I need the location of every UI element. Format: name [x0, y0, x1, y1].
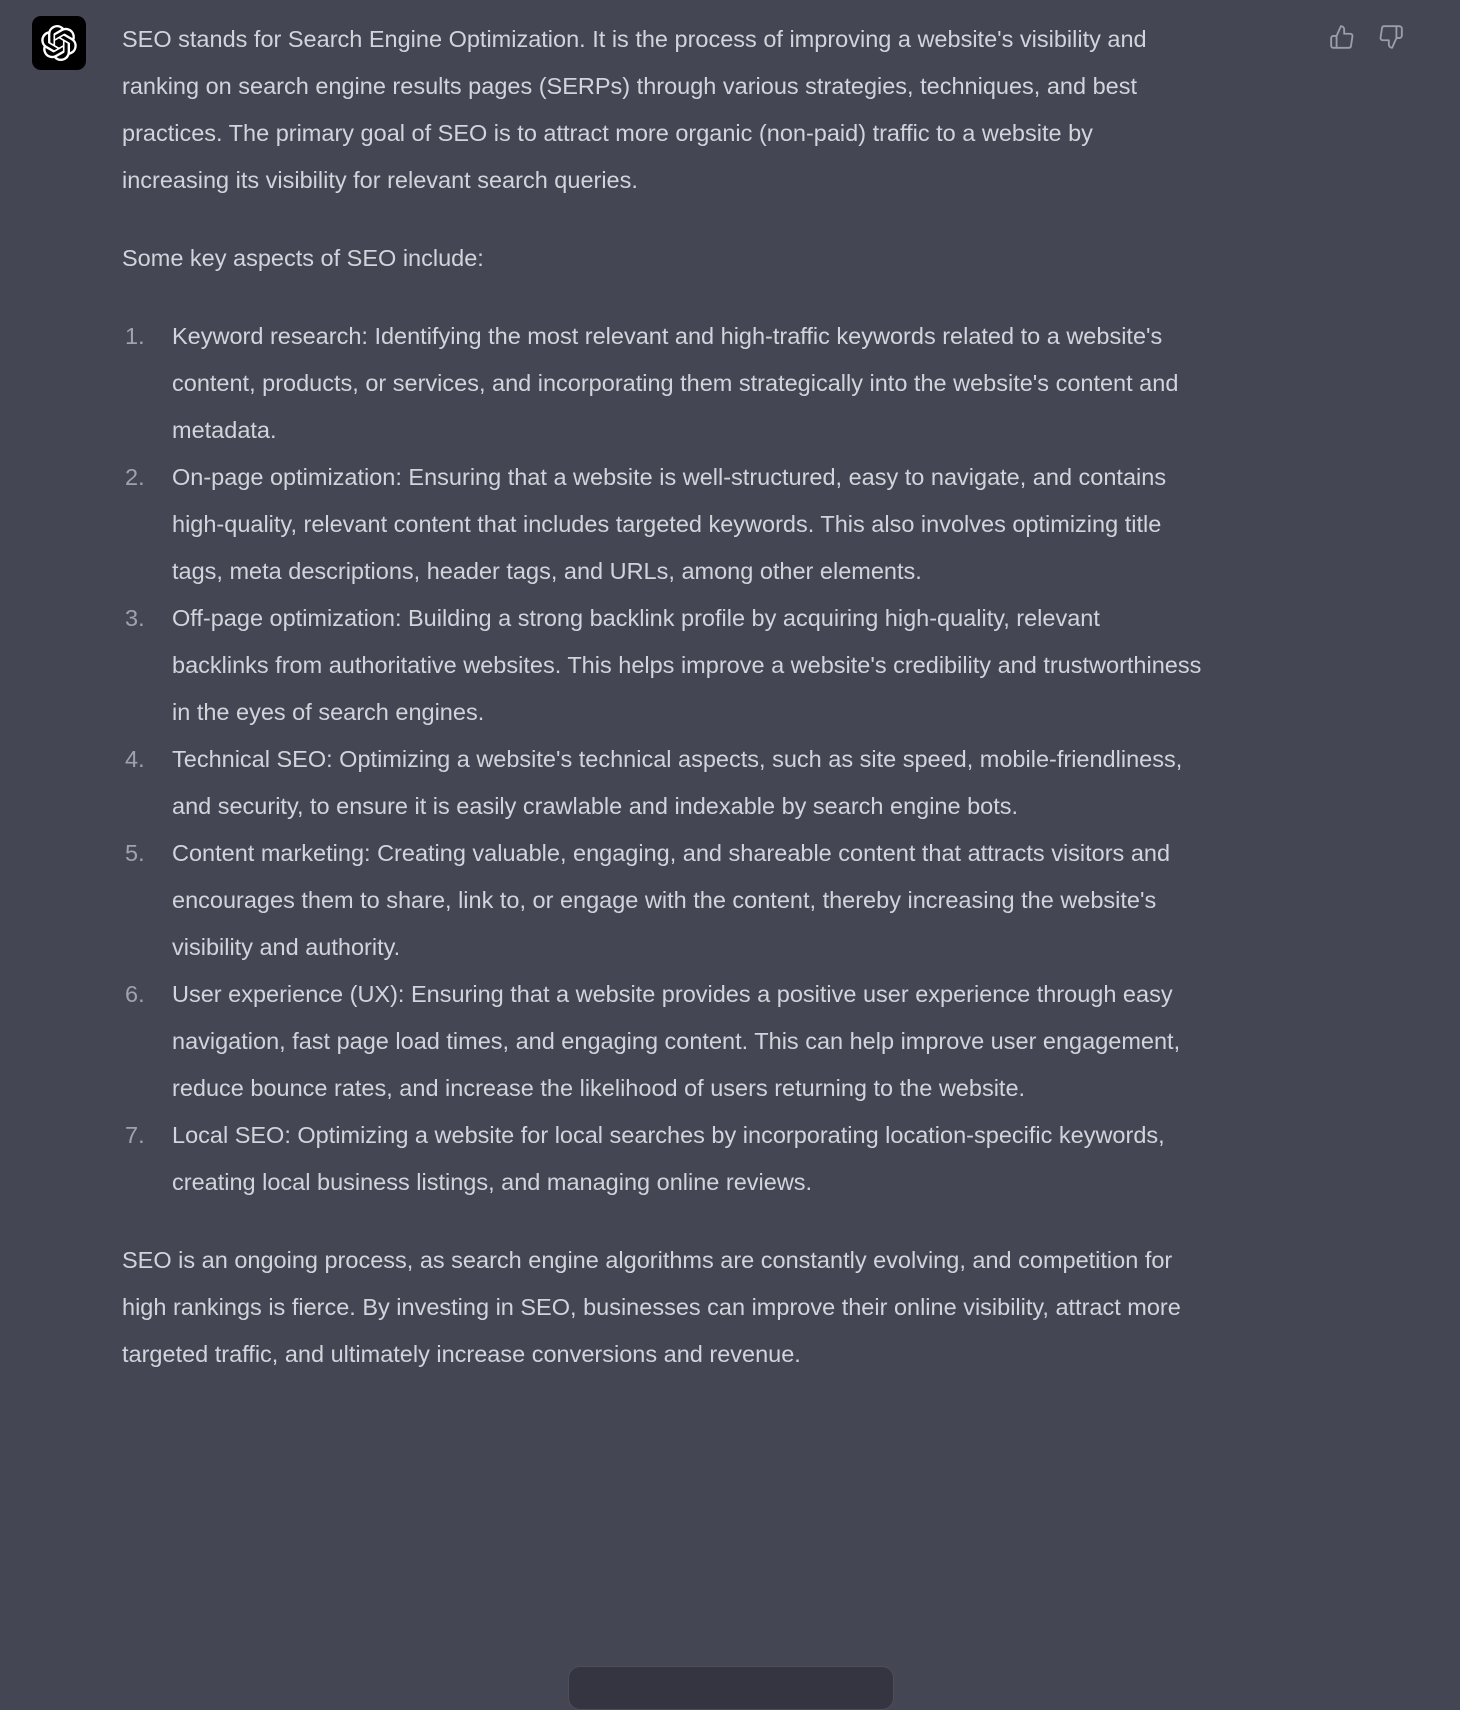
list-item-number: 3. [125, 605, 145, 631]
thumbs-down-icon [1378, 24, 1404, 50]
list-item-text: Local SEO: Optimizing a website for local searches by incorporating location-specific keywords, creating local business listings, and managing online reviews. [172, 1122, 1165, 1195]
closing-paragraph: SEO is an ongoing process, as search engine algorithms are constantly evolving, and competition for high rankings is fierce. By investing in SEO, businesses can improve their online visibility, attract more targeted traffic, and ultimately increase conversions and revenue. [122, 1247, 1181, 1367]
message-actions [1329, 24, 1404, 50]
chatgpt-avatar [32, 16, 86, 70]
list-item-text: Off-page optimization: Building a strong backlink profile by acquiring high-quality, relevant backlinks from authoritative websites. This helps improve a website's credibility and trustworthiness in the eyes of search engines. [172, 605, 1202, 725]
list-item [122, 313, 1202, 454]
list-item-text: Content marketing: Creating valuable, engaging, and shareable content that attracts visitors and encourages them to share, link to, or engage with the content, thereby increasing the website's visibility and authority. [172, 840, 1171, 960]
list-lead-paragraph: Some key aspects of SEO include: [122, 245, 484, 271]
list-item-number: 2. [125, 464, 145, 490]
list-item-number: 7. [125, 1122, 145, 1148]
thumbs-up-button[interactable] [1329, 24, 1355, 50]
message-content [122, 16, 1202, 1409]
list-item-number: 5. [125, 840, 145, 866]
list-item [122, 454, 1202, 595]
list-item [122, 830, 1202, 971]
list-item-text: On-page optimization: Ensuring that a website is well-structured, easy to navigate, and contains high-quality, relevant content that includes targeted keywords. This also involves optimizing title tags, meta descriptions, header tags, and URLs, among other elements. [172, 464, 1167, 584]
list-item-text: User experience (UX): Ensuring that a website provides a positive user experience through easy navigation, fast page load times, and engaging content. This can help improve user engagement, reduce bounce rates, and increase the likelihood of users returning to the website. [172, 981, 1181, 1101]
list-item-number: 1. [125, 323, 145, 349]
thumbs-down-button[interactable] [1378, 24, 1404, 50]
list-item-number: 6. [125, 981, 145, 1007]
openai-logo-icon [41, 25, 77, 61]
intro-paragraph: SEO stands for Search Engine Optimization. It is the process of improving a website's visibility and ranking on search engine results pages (SERPs) through various strategies, techniques, and best practices. The primary goal of SEO is to attract more organic (non-paid) traffic to a website by increasing its visibility for relevant search queries. [122, 26, 1147, 193]
seo-aspects-list [122, 313, 1202, 1206]
list-item [122, 595, 1202, 736]
thumbs-up-icon [1329, 24, 1355, 50]
list-item [122, 1112, 1202, 1206]
list-item-number: 4. [125, 746, 145, 772]
list-item [122, 971, 1202, 1112]
regenerate-button[interactable] [568, 1666, 894, 1710]
list-item-text: Technical SEO: Optimizing a website's technical aspects, such as site speed, mobile-friendliness, and security, to ensure it is easily crawlable and indexable by search engine bots. [172, 746, 1183, 819]
list-item-text: Keyword research: Identifying the most relevant and high-traffic keywords related to a website's content, products, or services, and incorporating them strategically into the website's content and metadata. [172, 323, 1179, 443]
list-item [122, 736, 1202, 830]
